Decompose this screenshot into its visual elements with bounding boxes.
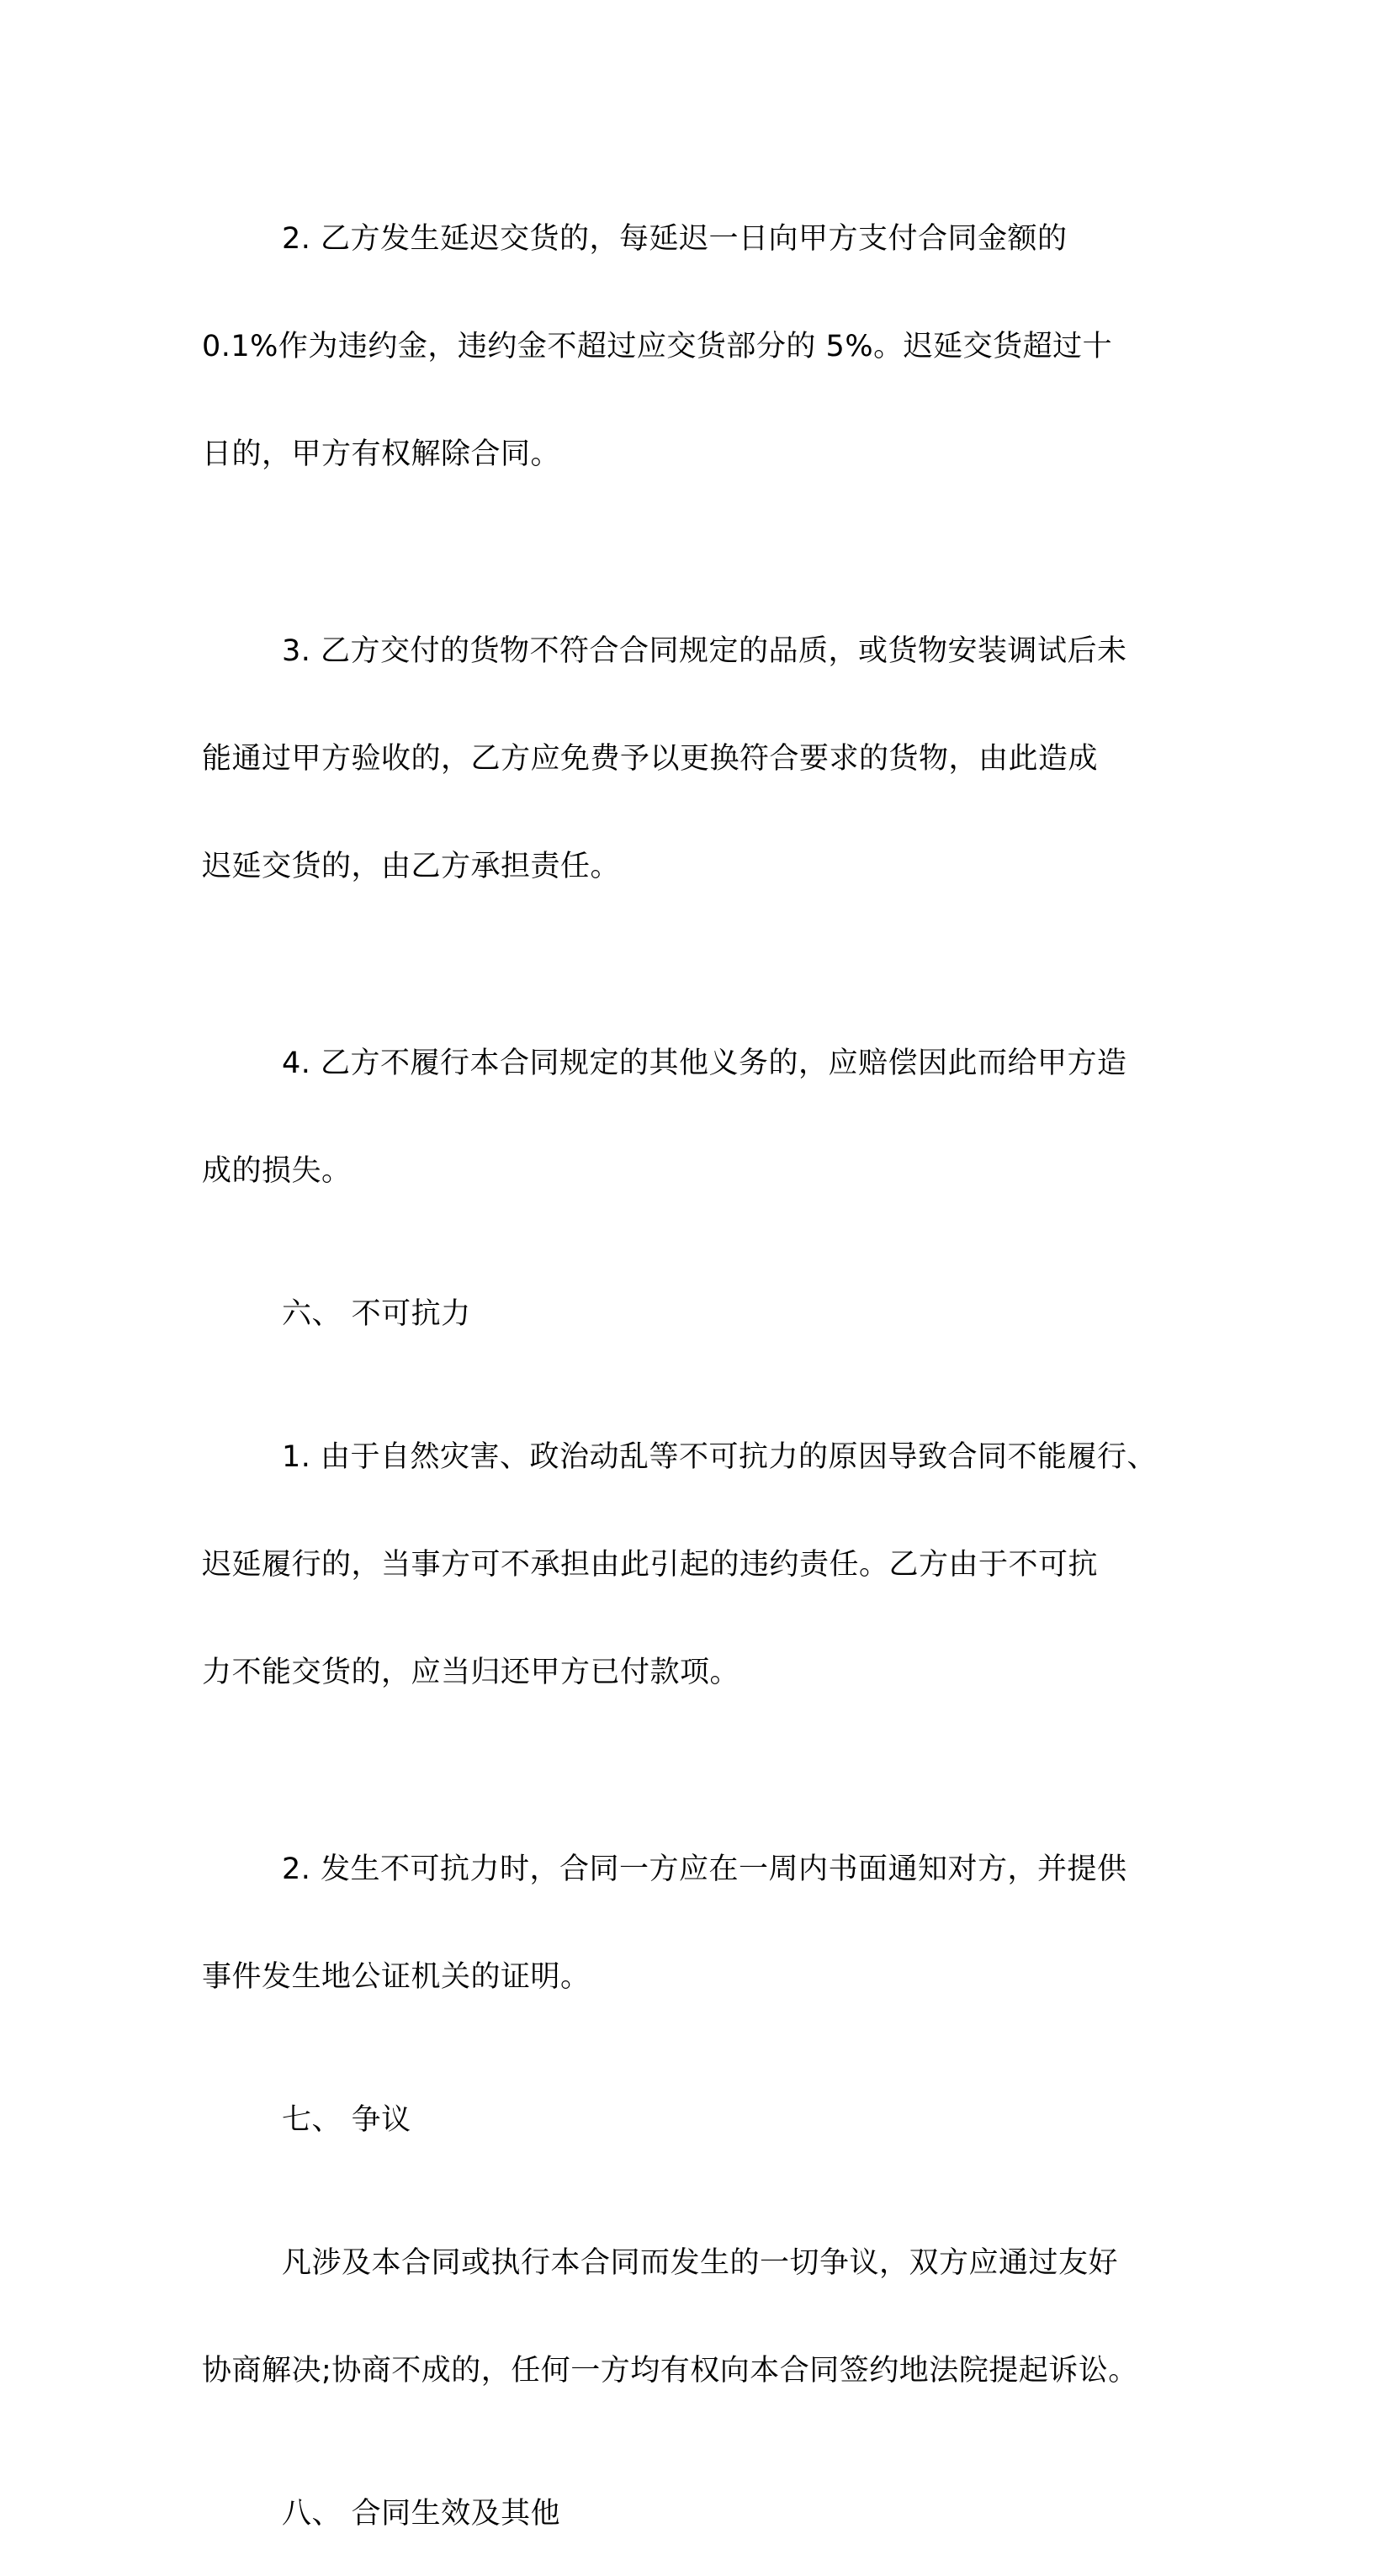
document-body xyxy=(202,158,1178,2576)
text-line: 能通过甲方验收的，乙方应免费予以更换符合要求的货物，由此造成 xyxy=(202,742,1099,776)
text-line: 力不能交货的，应当归还甲方已付款项。 xyxy=(202,1656,740,1689)
text-line: 3. 乙方交付的货物不符合合同规定的品质，或货物安装调试后未 xyxy=(282,634,1127,668)
text-line: 日的，甲方有权解除合同。 xyxy=(202,437,561,471)
section-heading-effectiveness: 八、 合同生效及其他 xyxy=(282,2497,561,2531)
section-heading-disputes: 七、 争议 xyxy=(282,2103,411,2137)
text-line: 2. 乙方发生延迟交货的，每延迟一日向甲方支付合同金额的 xyxy=(282,222,1068,256)
text-line: 事件发生地公证机关的证明。 xyxy=(202,1960,591,1994)
text-line: 4. 乙方不履行本合同规定的其他义务的，应赔偿因此而给甲方造 xyxy=(282,1047,1127,1080)
section-heading-force-majeure: 六、 不可抗力 xyxy=(282,1297,471,1331)
clause-5-4 xyxy=(202,983,1178,1252)
text-line: 凡涉及本合同或执行本合同而发生的一切争议，双方应通过友好 xyxy=(282,2246,1119,2280)
text-line: 0.1%作为违约金，违约金不超过应交货部分的 5%。迟延交货超过十 xyxy=(202,330,1113,363)
text-line: 2. 发生不可抗力时，合同一方应在一周内书面通知对方，并提供 xyxy=(282,1852,1127,1886)
text-line: 迟延履行的，当事方可不承担由此引起的违约责任。乙方由于不可抗 xyxy=(202,1548,1099,1582)
text-line: 1. 由于自然灾害、政治动乱等不可抗力的原因导致合同不能履行、 xyxy=(282,1440,1158,1474)
clause-5-3 xyxy=(202,570,1178,947)
text-line: 迟延交货的，由乙方承担责任。 xyxy=(202,850,621,883)
clause-5-2 xyxy=(202,158,1178,535)
clause-6-1 xyxy=(202,1376,1178,1753)
clause-6-2 xyxy=(202,1789,1178,2058)
text-line: 成的损失。 xyxy=(202,1154,352,1188)
text-line: 协商解决;协商不成的，任何一方均有权向本合同签约地法院提起诉讼。 xyxy=(202,2354,1138,2388)
clause-7 xyxy=(202,2182,1178,2451)
